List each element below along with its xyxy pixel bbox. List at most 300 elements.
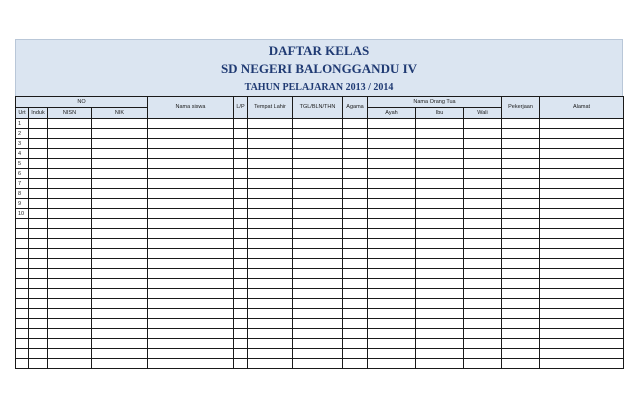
table-cell[interactable] (502, 359, 540, 369)
table-cell[interactable] (48, 199, 92, 209)
table-cell[interactable] (234, 329, 248, 339)
table-cell[interactable] (416, 229, 464, 239)
table-cell[interactable] (148, 339, 234, 349)
row-number-cell[interactable] (16, 249, 29, 259)
table-cell[interactable] (234, 339, 248, 349)
table-cell[interactable] (248, 259, 293, 269)
table-cell[interactable] (343, 119, 368, 129)
row-number-cell[interactable]: 6 (16, 169, 29, 179)
table-cell[interactable] (48, 269, 92, 279)
table-cell[interactable] (293, 309, 343, 319)
table-cell[interactable] (502, 159, 540, 169)
table-cell[interactable] (416, 339, 464, 349)
table-cell[interactable] (540, 169, 624, 179)
table-cell[interactable] (248, 319, 293, 329)
table-cell[interactable] (540, 219, 624, 229)
table-cell[interactable] (248, 349, 293, 359)
table-cell[interactable] (502, 249, 540, 259)
row-number-cell[interactable]: 2 (16, 129, 29, 139)
table-cell[interactable] (148, 299, 234, 309)
table-cell[interactable] (48, 139, 92, 149)
row-number-cell[interactable] (16, 309, 29, 319)
table-cell[interactable] (92, 209, 148, 219)
table-cell[interactable] (464, 239, 502, 249)
table-cell[interactable] (416, 319, 464, 329)
table-cell[interactable] (540, 159, 624, 169)
table-cell[interactable] (343, 129, 368, 139)
row-number-cell[interactable] (16, 319, 29, 329)
table-cell[interactable] (92, 149, 148, 159)
table-cell[interactable] (293, 339, 343, 349)
table-cell[interactable] (416, 139, 464, 149)
table-cell[interactable] (368, 289, 416, 299)
table-cell[interactable] (248, 229, 293, 239)
table-cell[interactable] (368, 129, 416, 139)
table-cell[interactable] (416, 159, 464, 169)
table-cell[interactable] (248, 359, 293, 369)
table-cell[interactable] (29, 359, 48, 369)
table-cell[interactable] (502, 169, 540, 179)
table-cell[interactable] (540, 209, 624, 219)
table-cell[interactable] (92, 259, 148, 269)
table-cell[interactable] (234, 119, 248, 129)
table-cell[interactable] (48, 189, 92, 199)
table-cell[interactable] (464, 139, 502, 149)
table-cell[interactable] (234, 259, 248, 269)
table-cell[interactable] (293, 119, 343, 129)
table-cell[interactable] (540, 179, 624, 189)
table-cell[interactable] (248, 209, 293, 219)
table-cell[interactable] (343, 159, 368, 169)
table-cell[interactable] (148, 119, 234, 129)
table-cell[interactable] (464, 179, 502, 189)
table-cell[interactable] (248, 139, 293, 149)
table-cell[interactable] (92, 189, 148, 199)
table-cell[interactable] (464, 299, 502, 309)
table-cell[interactable] (29, 299, 48, 309)
table-cell[interactable] (29, 199, 48, 209)
table-cell[interactable] (29, 259, 48, 269)
table-cell[interactable] (464, 199, 502, 209)
table-cell[interactable] (248, 159, 293, 169)
table-cell[interactable] (416, 199, 464, 209)
table-cell[interactable] (234, 199, 248, 209)
table-cell[interactable] (293, 239, 343, 249)
table-cell[interactable] (416, 129, 464, 139)
table-cell[interactable] (502, 219, 540, 229)
row-number-cell[interactable] (16, 239, 29, 249)
table-cell[interactable] (92, 319, 148, 329)
table-cell[interactable] (234, 169, 248, 179)
table-cell[interactable] (148, 259, 234, 269)
table-cell[interactable] (343, 299, 368, 309)
row-number-cell[interactable]: 3 (16, 139, 29, 149)
table-cell[interactable] (368, 319, 416, 329)
table-cell[interactable] (293, 349, 343, 359)
table-cell[interactable] (48, 129, 92, 139)
table-cell[interactable] (343, 329, 368, 339)
table-cell[interactable] (540, 269, 624, 279)
table-cell[interactable] (368, 329, 416, 339)
table-cell[interactable] (502, 309, 540, 319)
table-cell[interactable] (234, 229, 248, 239)
table-cell[interactable] (540, 129, 624, 139)
table-cell[interactable] (92, 289, 148, 299)
table-cell[interactable] (148, 279, 234, 289)
table-cell[interactable] (416, 309, 464, 319)
table-cell[interactable] (416, 209, 464, 219)
table-cell[interactable] (92, 119, 148, 129)
table-cell[interactable] (148, 289, 234, 299)
table-cell[interactable] (48, 159, 92, 169)
table-cell[interactable] (416, 219, 464, 229)
table-cell[interactable] (29, 229, 48, 239)
table-cell[interactable] (234, 359, 248, 369)
table-cell[interactable] (540, 259, 624, 269)
table-cell[interactable] (248, 239, 293, 249)
table-cell[interactable] (540, 189, 624, 199)
row-number-cell[interactable] (16, 269, 29, 279)
table-cell[interactable] (248, 169, 293, 179)
table-cell[interactable] (343, 359, 368, 369)
table-cell[interactable] (248, 339, 293, 349)
table-cell[interactable] (234, 279, 248, 289)
table-cell[interactable] (540, 289, 624, 299)
table-cell[interactable] (368, 219, 416, 229)
table-cell[interactable] (293, 129, 343, 139)
table-cell[interactable] (343, 269, 368, 279)
table-cell[interactable] (368, 279, 416, 289)
row-number-cell[interactable]: 4 (16, 149, 29, 159)
row-number-cell[interactable]: 10 (16, 209, 29, 219)
table-cell[interactable] (48, 179, 92, 189)
table-cell[interactable] (368, 119, 416, 129)
table-cell[interactable] (148, 209, 234, 219)
table-cell[interactable] (234, 269, 248, 279)
table-cell[interactable] (29, 219, 48, 229)
table-cell[interactable] (48, 289, 92, 299)
table-cell[interactable] (148, 319, 234, 329)
table-cell[interactable] (92, 249, 148, 259)
table-cell[interactable] (234, 139, 248, 149)
table-cell[interactable] (540, 329, 624, 339)
table-cell[interactable] (48, 359, 92, 369)
table-cell[interactable] (368, 359, 416, 369)
table-cell[interactable] (48, 169, 92, 179)
table-cell[interactable] (464, 169, 502, 179)
table-cell[interactable] (368, 159, 416, 169)
table-cell[interactable] (293, 229, 343, 239)
table-cell[interactable] (502, 129, 540, 139)
table-cell[interactable] (368, 209, 416, 219)
table-cell[interactable] (502, 339, 540, 349)
row-number-cell[interactable] (16, 299, 29, 309)
table-cell[interactable] (29, 269, 48, 279)
table-cell[interactable] (293, 279, 343, 289)
table-cell[interactable] (234, 209, 248, 219)
table-cell[interactable] (92, 349, 148, 359)
table-cell[interactable] (502, 259, 540, 269)
table-cell[interactable] (368, 229, 416, 239)
table-cell[interactable] (29, 119, 48, 129)
table-cell[interactable] (234, 309, 248, 319)
table-cell[interactable] (540, 249, 624, 259)
table-cell[interactable] (368, 269, 416, 279)
table-cell[interactable] (48, 339, 92, 349)
table-cell[interactable] (502, 269, 540, 279)
table-cell[interactable] (416, 329, 464, 339)
table-cell[interactable] (540, 339, 624, 349)
table-cell[interactable] (92, 339, 148, 349)
table-cell[interactable] (416, 239, 464, 249)
table-cell[interactable] (416, 259, 464, 269)
table-cell[interactable] (502, 119, 540, 129)
table-cell[interactable] (464, 149, 502, 159)
table-cell[interactable] (502, 229, 540, 239)
row-number-cell[interactable]: 9 (16, 199, 29, 209)
table-cell[interactable] (92, 309, 148, 319)
table-cell[interactable] (148, 149, 234, 159)
table-cell[interactable] (234, 239, 248, 249)
table-cell[interactable] (540, 229, 624, 239)
table-cell[interactable] (343, 289, 368, 299)
table-cell[interactable] (92, 179, 148, 189)
table-cell[interactable] (368, 249, 416, 259)
table-cell[interactable] (234, 319, 248, 329)
table-cell[interactable] (48, 209, 92, 219)
table-cell[interactable] (248, 219, 293, 229)
table-cell[interactable] (48, 319, 92, 329)
table-cell[interactable] (464, 229, 502, 239)
table-cell[interactable] (540, 199, 624, 209)
table-cell[interactable] (148, 199, 234, 209)
table-cell[interactable] (248, 289, 293, 299)
table-cell[interactable] (293, 289, 343, 299)
table-cell[interactable] (92, 329, 148, 339)
table-cell[interactable] (540, 279, 624, 289)
table-cell[interactable] (293, 299, 343, 309)
table-cell[interactable] (234, 249, 248, 259)
table-cell[interactable] (540, 349, 624, 359)
table-cell[interactable] (502, 289, 540, 299)
table-cell[interactable] (29, 189, 48, 199)
table-cell[interactable] (92, 139, 148, 149)
table-cell[interactable] (92, 269, 148, 279)
table-cell[interactable] (248, 309, 293, 319)
table-cell[interactable] (48, 239, 92, 249)
table-cell[interactable] (29, 149, 48, 159)
table-cell[interactable] (293, 249, 343, 259)
table-cell[interactable] (148, 229, 234, 239)
table-cell[interactable] (502, 189, 540, 199)
table-cell[interactable] (92, 299, 148, 309)
table-cell[interactable] (29, 249, 48, 259)
table-cell[interactable] (343, 239, 368, 249)
table-cell[interactable] (502, 179, 540, 189)
table-cell[interactable] (343, 139, 368, 149)
table-cell[interactable] (368, 239, 416, 249)
table-cell[interactable] (416, 289, 464, 299)
row-number-cell[interactable] (16, 259, 29, 269)
table-cell[interactable] (293, 159, 343, 169)
table-cell[interactable] (540, 239, 624, 249)
table-cell[interactable] (464, 279, 502, 289)
table-cell[interactable] (248, 279, 293, 289)
table-cell[interactable] (368, 149, 416, 159)
row-number-cell[interactable] (16, 359, 29, 369)
table-cell[interactable] (416, 119, 464, 129)
table-cell[interactable] (368, 299, 416, 309)
row-number-cell[interactable] (16, 219, 29, 229)
table-cell[interactable] (293, 259, 343, 269)
table-cell[interactable] (29, 339, 48, 349)
table-cell[interactable] (464, 249, 502, 259)
table-cell[interactable] (464, 349, 502, 359)
table-cell[interactable] (540, 119, 624, 129)
table-cell[interactable] (248, 179, 293, 189)
table-cell[interactable] (92, 169, 148, 179)
table-cell[interactable] (540, 309, 624, 319)
row-number-cell[interactable] (16, 329, 29, 339)
table-cell[interactable] (464, 129, 502, 139)
table-cell[interactable] (148, 179, 234, 189)
table-cell[interactable] (92, 199, 148, 209)
table-cell[interactable] (343, 349, 368, 359)
table-cell[interactable] (293, 329, 343, 339)
table-cell[interactable] (502, 329, 540, 339)
table-cell[interactable] (368, 199, 416, 209)
table-cell[interactable] (343, 229, 368, 239)
table-cell[interactable] (48, 149, 92, 159)
table-cell[interactable] (464, 159, 502, 169)
table-cell[interactable] (416, 269, 464, 279)
table-cell[interactable] (48, 279, 92, 289)
table-cell[interactable] (92, 159, 148, 169)
table-cell[interactable] (234, 149, 248, 159)
table-cell[interactable] (368, 189, 416, 199)
table-cell[interactable] (248, 269, 293, 279)
table-cell[interactable] (92, 219, 148, 229)
table-cell[interactable] (29, 239, 48, 249)
table-cell[interactable] (234, 189, 248, 199)
row-number-cell[interactable] (16, 279, 29, 289)
table-cell[interactable] (148, 329, 234, 339)
table-cell[interactable] (502, 239, 540, 249)
table-cell[interactable] (248, 119, 293, 129)
table-cell[interactable] (29, 309, 48, 319)
table-cell[interactable] (464, 119, 502, 129)
table-cell[interactable] (416, 189, 464, 199)
table-cell[interactable] (293, 319, 343, 329)
table-cell[interactable] (343, 219, 368, 229)
table-cell[interactable] (29, 139, 48, 149)
table-cell[interactable] (464, 289, 502, 299)
table-cell[interactable] (29, 209, 48, 219)
table-cell[interactable] (368, 259, 416, 269)
table-cell[interactable] (248, 129, 293, 139)
table-cell[interactable] (502, 319, 540, 329)
table-cell[interactable] (502, 139, 540, 149)
table-cell[interactable] (148, 359, 234, 369)
table-cell[interactable] (148, 239, 234, 249)
table-cell[interactable] (148, 269, 234, 279)
table-cell[interactable] (48, 349, 92, 359)
table-cell[interactable] (29, 179, 48, 189)
table-cell[interactable] (416, 169, 464, 179)
table-cell[interactable] (343, 209, 368, 219)
table-cell[interactable] (368, 169, 416, 179)
table-cell[interactable] (92, 279, 148, 289)
table-cell[interactable] (464, 309, 502, 319)
table-cell[interactable] (368, 349, 416, 359)
table-cell[interactable] (92, 359, 148, 369)
table-cell[interactable] (464, 259, 502, 269)
table-cell[interactable] (148, 219, 234, 229)
table-cell[interactable] (293, 189, 343, 199)
table-cell[interactable] (248, 329, 293, 339)
row-number-cell[interactable] (16, 289, 29, 299)
row-number-cell[interactable] (16, 339, 29, 349)
table-cell[interactable] (234, 179, 248, 189)
table-cell[interactable] (248, 189, 293, 199)
table-cell[interactable] (343, 309, 368, 319)
table-cell[interactable] (29, 159, 48, 169)
table-cell[interactable] (464, 269, 502, 279)
table-cell[interactable] (148, 139, 234, 149)
table-cell[interactable] (502, 209, 540, 219)
table-cell[interactable] (343, 189, 368, 199)
table-cell[interactable] (368, 179, 416, 189)
table-cell[interactable] (416, 279, 464, 289)
table-cell[interactable] (293, 209, 343, 219)
table-cell[interactable] (343, 249, 368, 259)
table-cell[interactable] (92, 239, 148, 249)
table-cell[interactable] (48, 259, 92, 269)
table-cell[interactable] (343, 179, 368, 189)
table-cell[interactable] (343, 259, 368, 269)
table-cell[interactable] (29, 319, 48, 329)
table-cell[interactable] (234, 129, 248, 139)
table-cell[interactable] (248, 199, 293, 209)
table-cell[interactable] (148, 189, 234, 199)
table-cell[interactable] (540, 319, 624, 329)
table-cell[interactable] (343, 169, 368, 179)
row-number-cell[interactable]: 5 (16, 159, 29, 169)
table-cell[interactable] (148, 349, 234, 359)
table-cell[interactable] (48, 119, 92, 129)
table-cell[interactable] (502, 349, 540, 359)
table-cell[interactable] (234, 349, 248, 359)
row-number-cell[interactable]: 1 (16, 119, 29, 129)
table-cell[interactable] (416, 299, 464, 309)
table-cell[interactable] (29, 349, 48, 359)
table-cell[interactable] (234, 219, 248, 229)
table-cell[interactable] (464, 339, 502, 349)
table-cell[interactable] (248, 299, 293, 309)
table-cell[interactable] (148, 309, 234, 319)
table-cell[interactable] (48, 219, 92, 229)
table-cell[interactable] (502, 149, 540, 159)
table-cell[interactable] (368, 139, 416, 149)
row-number-cell[interactable]: 7 (16, 179, 29, 189)
table-cell[interactable] (293, 199, 343, 209)
table-cell[interactable] (416, 179, 464, 189)
table-cell[interactable] (92, 129, 148, 139)
table-cell[interactable] (48, 299, 92, 309)
table-cell[interactable] (343, 199, 368, 209)
table-cell[interactable] (293, 179, 343, 189)
table-cell[interactable] (293, 139, 343, 149)
